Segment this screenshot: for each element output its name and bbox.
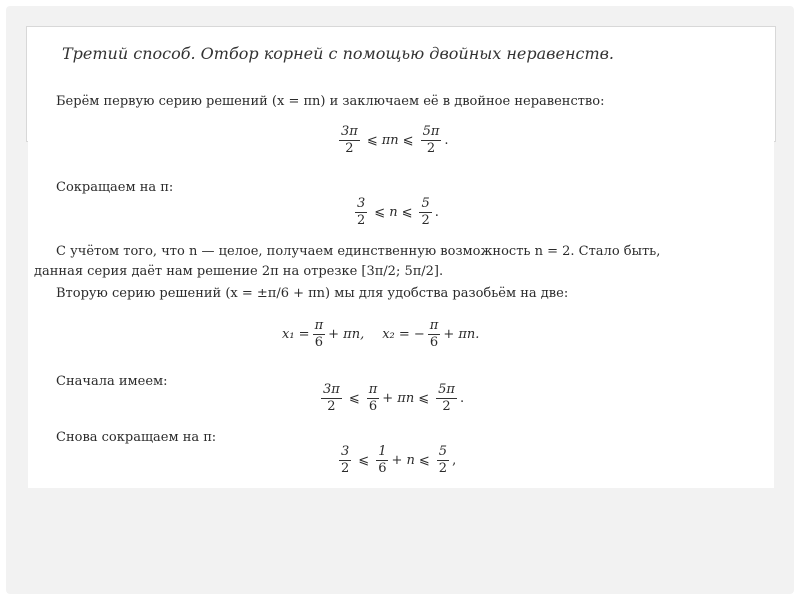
paragraph-5: Сначала имеем: bbox=[56, 374, 168, 389]
equation-2: $\frac{3}{2}$ ⩽ n ⩽ $\frac{5}{2}$ . bbox=[357, 196, 439, 228]
paragraph-1: Берём первую серию решений (x = πn) и заключаем её в двойное неравенство: bbox=[56, 94, 605, 109]
page-title: Третий способ. Отбор корней с помощью двойных неравенств. bbox=[62, 44, 615, 63]
equation-4: $\frac{3\pi}{2}$ ⩽ $\frac{\pi}{6}$ + πn ⩽ $\frac{5\pi}{2}$ . bbox=[323, 382, 465, 414]
fraction: $\frac{5}{2}$ bbox=[438, 444, 448, 476]
paragraph-2: Сокращаем на π: bbox=[56, 180, 174, 195]
fraction: $\frac{3}{2}$ bbox=[341, 444, 350, 476]
fraction: $\frac{1}{6}$ bbox=[378, 444, 387, 476]
paragraph-4: Вторую серию решений (x = ±π/6 + πn) мы для удобства разобьём на две: bbox=[56, 286, 569, 301]
fraction: $\frac{3}{2}$ bbox=[357, 196, 366, 228]
fraction: $\frac{\pi}{6}$ bbox=[368, 382, 378, 414]
fraction: $\frac{3\pi}{2}$ bbox=[341, 124, 358, 156]
fraction: $\frac{3\pi}{2}$ bbox=[323, 382, 340, 414]
fraction: $\frac{5\pi}{2}$ bbox=[422, 124, 440, 156]
paragraph-3a: С учётом того, что n — целое, получаем единственную возможность n = 2. Стало быть, bbox=[56, 244, 661, 259]
paragraph-3b: данная серия даёт нам решение 2π на отрезке [3π/2; 5π/2]. bbox=[34, 264, 444, 279]
fraction: $\frac{5}{2}$ bbox=[421, 196, 430, 228]
equation-1: $\frac{3\pi}{2}$ ⩽ πn ⩽ $\frac{5\pi}{2}$ . bbox=[341, 124, 449, 156]
fraction: $\frac{5\pi}{2}$ bbox=[438, 382, 455, 414]
fraction: $\frac{\pi}{6}$ bbox=[429, 318, 439, 350]
equation-3: x₁ = $\frac{\pi}{6}$ + πn, x₂ = − $\frac{\pi}{6}$ + πn. bbox=[282, 318, 480, 350]
equation-5: $\frac{3}{2}$ ⩽ $\frac{1}{6}$ + n ⩽ $\frac{5}{2}$ , bbox=[341, 444, 457, 476]
paragraph-6: Снова сокращаем на π: bbox=[56, 430, 217, 445]
fraction: $\frac{\pi}{6}$ bbox=[314, 318, 324, 350]
